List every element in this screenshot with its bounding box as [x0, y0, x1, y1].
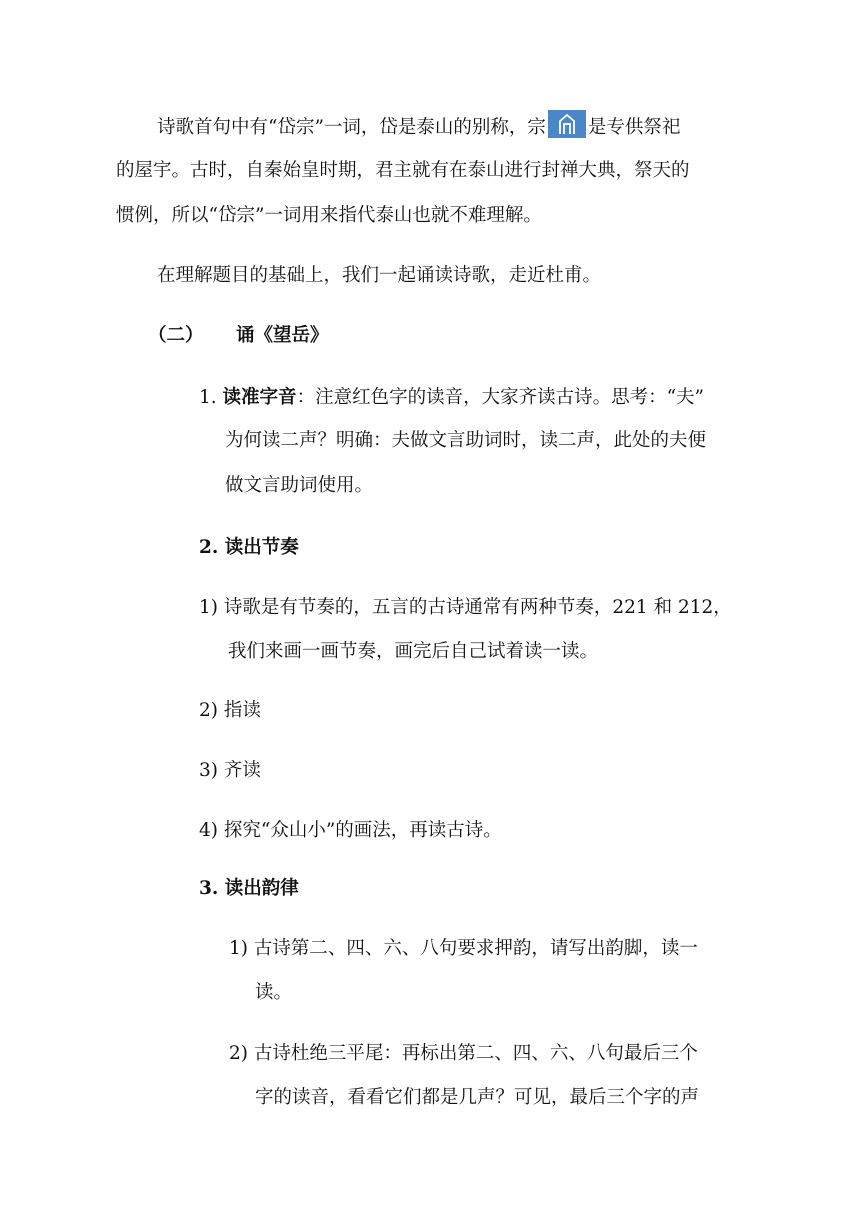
item1-number: 1. [199, 387, 217, 408]
section-title: 诵《望岳》 [236, 325, 329, 346]
item3-sub1-num: 1) [229, 938, 248, 959]
para1-line1-text-b: 是专供祭祀 [587, 117, 681, 138]
para1-line2: 的屋宇。古时，自秦始皇时期，君主就有在泰山进行封禅大典，祭天的 [116, 160, 690, 181]
section-number: （二） [148, 325, 204, 346]
item1-line3: 做文言助词使用。 [225, 475, 374, 496]
item2-sub1-line1 [199, 595, 732, 621]
item2-sub2-text: 指读 [223, 700, 261, 721]
item1-line2: 为何读二声？明确：夫做文言助词时，读二声，此处的夫便 [225, 430, 707, 451]
item3-sub2-line1 [229, 1041, 698, 1067]
item2-sub1-text: 诗歌是有节奏的，五言的古诗通常有两种节奏，221 和 212， [223, 597, 732, 618]
item2-sub4 [199, 818, 502, 844]
item2-sub4-text: 探究“众山小”的画法，再读古诗。 [223, 820, 502, 841]
item2-sub1-num: 1) [199, 597, 218, 618]
item3-sub2-num: 2) [229, 1043, 248, 1064]
item1-line1 [199, 385, 704, 411]
item2-heading: 2. 读出节奏 [199, 537, 299, 558]
item3-sub1-line1 [229, 936, 698, 962]
item2-sub4-num: 4) [199, 820, 218, 841]
para2: 在理解题目的基础上，我们一起诵读诗歌，走近杜甫。 [157, 265, 602, 286]
temple-icon [548, 110, 586, 138]
item3-sub1-text: 古诗第二、四、六、八句要求押韵，请写出韵脚，读一 [253, 938, 698, 959]
item1-line1-text: ：注意红色字的读音，大家齐读古诗。思考：“夫” [296, 387, 704, 408]
item3-sub1-line2: 读。 [255, 982, 293, 1003]
item1-title: 读准字音 [222, 387, 297, 408]
item3-sub2-text: 古诗杜绝三平尾：再标出第二、四、六、八句最后三个 [253, 1043, 698, 1064]
item3-sub2-line2: 字的读音，看看它们都是几声？可见，最后三个字的声 [255, 1087, 700, 1108]
item2-sub2 [199, 698, 261, 724]
item2-sub3 [199, 758, 261, 784]
item2-sub1-line2: 我们来画一画节奏，画完后自己试着读一读。 [228, 641, 599, 662]
item2-sub3-num: 3) [199, 760, 218, 781]
item2-sub3-text: 齐读 [223, 760, 261, 781]
para1-line1 [157, 114, 680, 140]
para1-line1-text-a: 诗歌首句中有“岱宗”一词，岱是泰山的别称，宗 [157, 117, 546, 138]
item3-heading: 3. 读出韵律 [199, 878, 299, 899]
para1-line3: 惯例，所以“岱宗”一词用来指代泰山也就不难理解。 [116, 205, 542, 226]
item2-sub2-num: 2) [199, 700, 218, 721]
